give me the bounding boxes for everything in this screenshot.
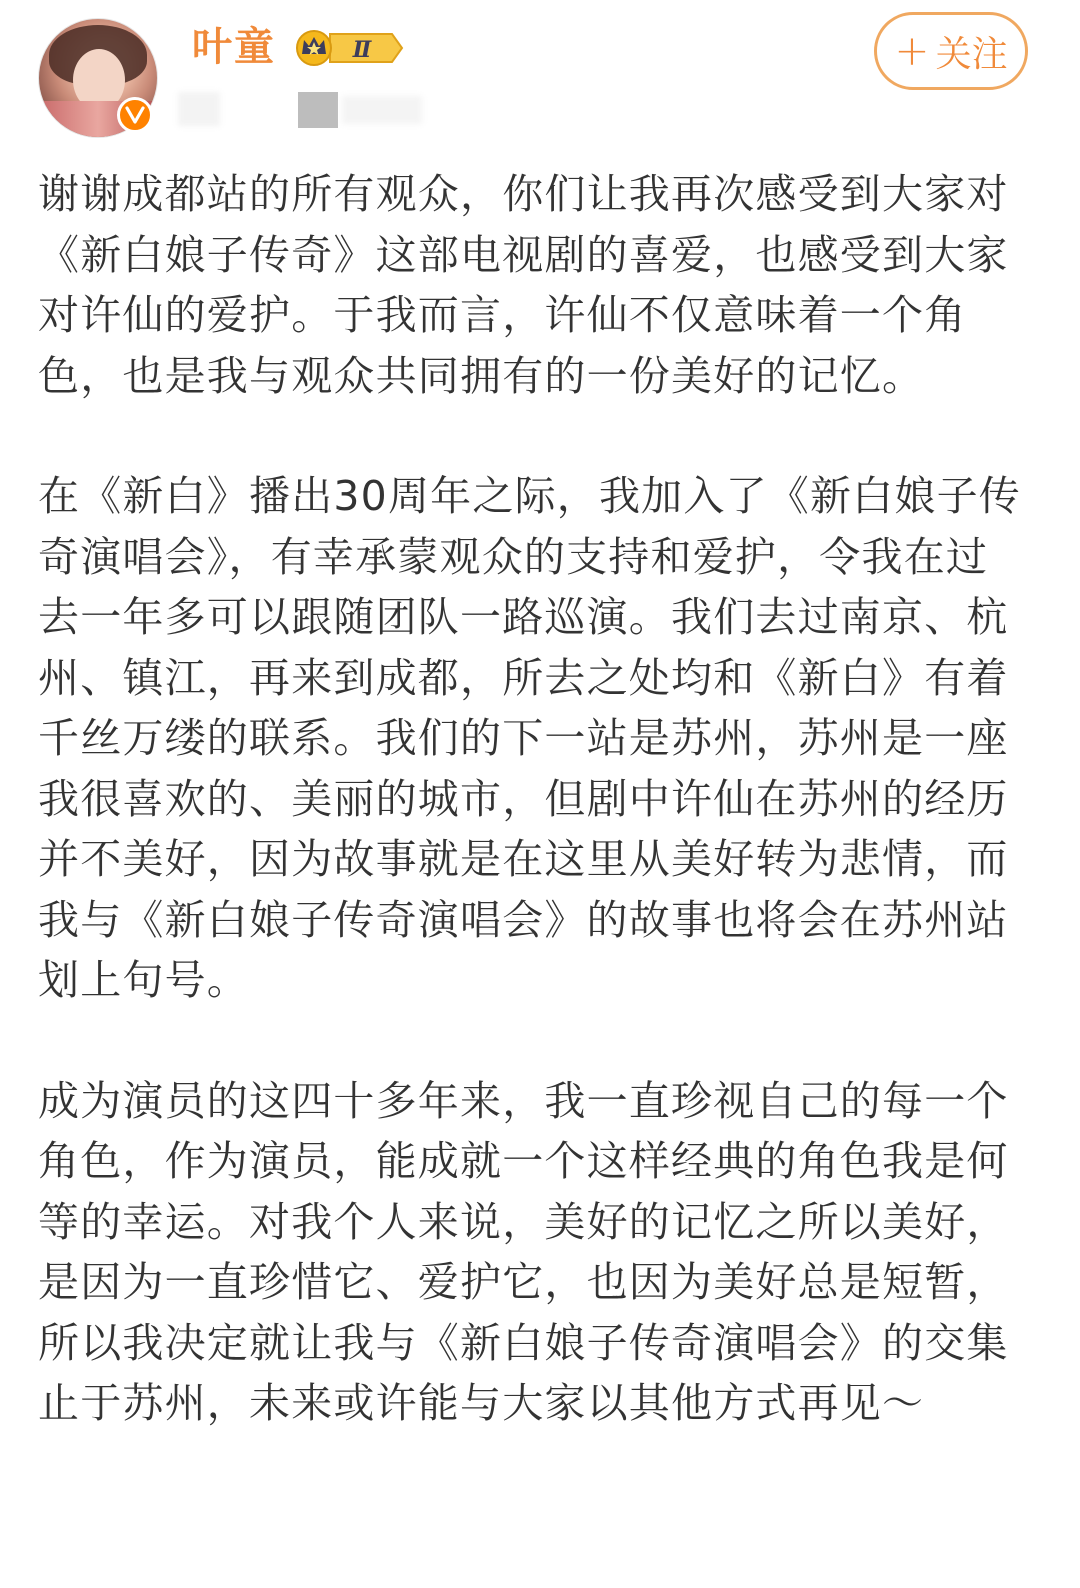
blurred-meta	[178, 92, 220, 126]
blurred-meta	[342, 96, 422, 124]
blurred-meta	[298, 92, 338, 128]
follow-button[interactable]	[874, 12, 1028, 90]
post-paragraph: 在《新白》播出30周年之际，我加入了《新白娘子传奇演唱会》，有幸承蒙观众的支持和爱护，令我在过去一年多可以跟随团队一路巡演。我们去过南京、杭州、镇江，再来到成都，所去之处均和《新白》有着千丝万缕的联系。我们的下一站是苏州，苏州是一座我很喜欢的、美丽的城市，但剧中许仙在苏州的经历并不美好，因为故事就是在这里从美好转为悲情，而我与《新白娘子传奇演唱会》的故事也将会在苏州站划上句号。	[38, 472, 1021, 1004]
post-header	[0, 0, 1080, 150]
vip-level-text: Ⅱ	[352, 37, 372, 63]
plus-icon: +	[894, 26, 930, 75]
post-body	[38, 164, 1028, 1434]
verified-v-icon	[117, 97, 153, 133]
vip-level-badge[interactable]	[292, 28, 406, 68]
post-paragraph: 谢谢成都站的所有观众，你们让我再次感受到大家对《新白娘子传奇》这部电视剧的喜爱，也感受到大家对许仙的爱护。于我而言，许仙不仅意味着一个角色，也是我与观众共同拥有的一份美好的记忆。	[38, 170, 1009, 400]
author-name[interactable]: 叶童	[192, 24, 276, 70]
follow-button-label: 关注	[935, 33, 1008, 75]
post-paragraph: 成为演员的这四十多年来，我一直珍视自己的每一个角色，作为演员，能成就一个这样经典的角色我是何等的幸运。对我个人来说，美好的记忆之所以美好，是因为一直珍惜它、爱护它，也因为美好总是短暂，所以我决定就让我与《新白娘子传奇演唱会》的交集止于苏州，未来或许能与大家以其他方式再见～	[38, 1076, 1009, 1427]
